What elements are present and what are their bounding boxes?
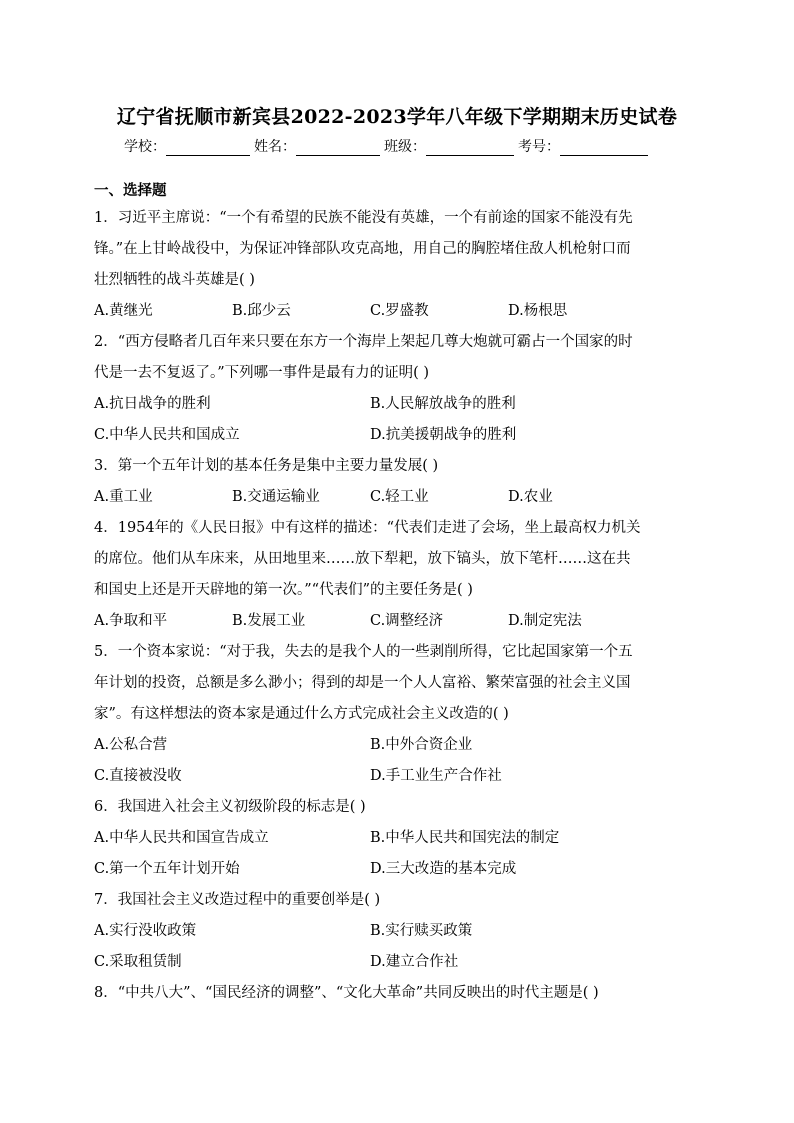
option-b: B.发展工业 [232,613,306,629]
question-text-line: 2．“西方侵略者几百年来只要在东方一个海岸上架起几尊大炮就可霸占一个国家的时 [94,334,633,350]
question-6 [94,792,704,885]
option-b: B.人民解放战争的胜利 [370,396,516,412]
options-row [94,420,704,451]
option-d: D.抗美援朝战争的胜利 [370,427,517,443]
option-a: A.黄继光 [94,303,153,319]
question-text-line: 代是一去不复返了。”下列哪一事件是最有力的证明( ) [94,365,430,381]
question-5 [94,637,704,792]
class-blank [426,141,514,156]
option-a: A.中华人民共和国宣告成立 [94,830,269,846]
page-title: 辽宁省抚顺市新宾县2022-2023学年八年级下学期期末历史试卷 [116,106,678,128]
student-info-row [124,136,684,156]
option-c: C.罗盛教 [370,303,429,319]
question-text-line: 4．1954年的《人民日报》中有这样的描述：“代表们走进了会场，坐上最高权力机关 [94,520,641,536]
question-text-line: 6．我国进入社会主义初级阶段的标志是( ) [94,799,366,815]
option-b: B.交通运输业 [232,489,320,505]
option-b: B.中华人民共和国宪法的制定 [370,830,560,846]
question-text-line: 7．我国社会主义改造过程中的重要创举是( ) [94,892,381,908]
question-3 [94,451,704,513]
option-b: B.邱少云 [232,303,291,319]
question-2 [94,327,704,451]
option-d: D.农业 [508,489,553,505]
option-b: B.中外合资企业 [370,737,473,753]
option-d: D.建立合作社 [370,954,459,970]
option-d: D.手工业生产合作社 [370,768,502,784]
option-c: C.中华人民共和国成立 [94,427,240,443]
options-row [94,296,704,327]
options-row [94,389,704,420]
school-label: 学校： [124,139,166,155]
name-blank [296,141,380,156]
option-c: C.轻工业 [370,489,429,505]
question-text-line: 和国史上还是开天辟地的第一次。”“代表们”的主要任务是( ) [94,582,473,598]
questions-content [94,180,704,1009]
question-1 [94,203,704,327]
options-row [94,823,704,854]
question-text-line: 锋。”在上甘岭战役中，为保证冲锋部队攻克高地，用自己的胸腔堵住敌人机枪射口而 [94,241,631,257]
question-text-line: 的席位。他们从车床来，从田地里来……放下犁耙，放下镐头，放下笔杆……这在共 [94,551,631,567]
options-row [94,482,704,513]
options-row [94,606,704,637]
option-c: C.直接被没收 [94,768,182,784]
option-c: C.第一个五年计划开始 [94,861,240,877]
question-text-line: 8．“中共八大”、“国民经济的调整”、“文化大革命”共同反映出的时代主题是( ) [94,985,599,1001]
school-blank [166,141,250,156]
option-a: A.抗日战争的胜利 [94,396,211,412]
section-heading: 一、选择题 [94,182,167,199]
question-8 [94,978,704,1009]
question-text-line: 年计划的投资，总额是多么渺小；得到的却是一个人人富裕、繁荣富强的社会主义国 [94,675,631,691]
question-text-line: 家”。有这样想法的资本家是通过什么方式完成社会主义改造的( ) [94,706,509,722]
question-text-line: 1．习近平主席说：“一个有希望的民族不能没有英雄，一个有前途的国家不能没有先 [94,210,633,226]
options-row [94,916,704,947]
question-4 [94,513,704,637]
option-a: A.争取和平 [94,613,168,629]
option-a: A.实行没收政策 [94,923,197,939]
name-label: 姓名： [254,139,296,155]
exam-no-blank [560,141,648,156]
question-7 [94,885,704,978]
options-row [94,947,704,978]
options-row [94,761,704,792]
class-label: 班级： [384,139,426,155]
options-row [94,730,704,761]
option-d: D.制定宪法 [508,613,582,629]
option-b: B.实行赎买政策 [370,923,473,939]
option-c: C.采取租赁制 [94,954,182,970]
question-text-line: 3．第一个五年计划的基本任务是集中主要力量发展( ) [94,458,439,474]
options-row [94,854,704,885]
question-text-line: 壮烈牺牲的战斗英雄是( ) [94,272,255,288]
option-d: D.杨根思 [508,303,568,319]
exam-no-label: 考号： [518,139,560,155]
option-c: C.调整经济 [370,613,444,629]
option-d: D.三大改造的基本完成 [370,861,517,877]
question-text-line: 5．一个资本家说：“对于我，失去的是我个人的一些剥削所得，它比起国家第一个五 [94,644,633,660]
option-a: A.重工业 [94,489,153,505]
option-a: A.公私合营 [94,737,168,753]
